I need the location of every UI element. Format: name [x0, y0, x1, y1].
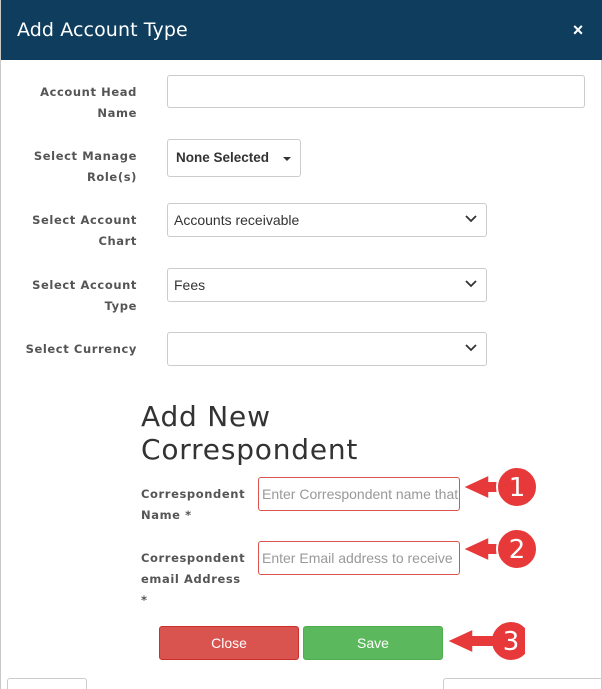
account-chart-value: Accounts receivable: [174, 212, 300, 228]
currency-label: Select Currency: [25, 342, 137, 356]
modal-title: Add Account Type: [17, 19, 188, 41]
background-length-select: [7, 678, 87, 689]
correspondent-name-label: Correspondent Name *: [141, 487, 246, 522]
correspondent-name-input[interactable]: Enter Correspondent name that: [258, 477, 460, 511]
account-chart-label: Select Account Chart: [32, 213, 137, 248]
background-page-strip: [1, 676, 602, 689]
save-button[interactable]: Save: [303, 626, 443, 660]
caret-down-icon: [283, 157, 291, 161]
chevron-down-icon: [464, 211, 478, 225]
account-chart-select[interactable]: [167, 203, 487, 237]
modal-header: [1, 0, 602, 60]
manage-roles-dropdown[interactable]: [167, 139, 301, 177]
callout-number-2: 2: [508, 535, 526, 565]
currency-select[interactable]: [167, 332, 487, 366]
account-type-value: Fees: [174, 277, 206, 293]
manage-roles-label: Select Manage Role(s): [33, 149, 137, 184]
callout-arrow-3: [445, 619, 525, 663]
callout-arrow-2: [461, 527, 541, 571]
close-button[interactable]: Close: [159, 626, 299, 660]
correspondent-email-label: Correspondent email Address *: [141, 551, 246, 607]
chevron-down-icon: [464, 276, 478, 290]
callout-arrow-1: [461, 465, 541, 509]
close-icon[interactable]: ×: [572, 20, 584, 40]
correspondent-section-title: Add New Correspondent: [141, 400, 359, 466]
correspondent-email-input[interactable]: Enter Email address to receive: [258, 541, 460, 575]
account-type-select[interactable]: [167, 268, 487, 302]
background-search-input: [443, 678, 602, 689]
callout-number-1: 1: [508, 473, 526, 503]
callout-number-3: 3: [502, 627, 520, 657]
manage-roles-value: None Selected: [176, 150, 270, 165]
account-type-label: Select Account Type: [32, 278, 137, 313]
chevron-down-icon: [464, 340, 478, 354]
account-head-input[interactable]: [167, 75, 585, 108]
account-head-label: Account Head Name: [40, 85, 137, 120]
